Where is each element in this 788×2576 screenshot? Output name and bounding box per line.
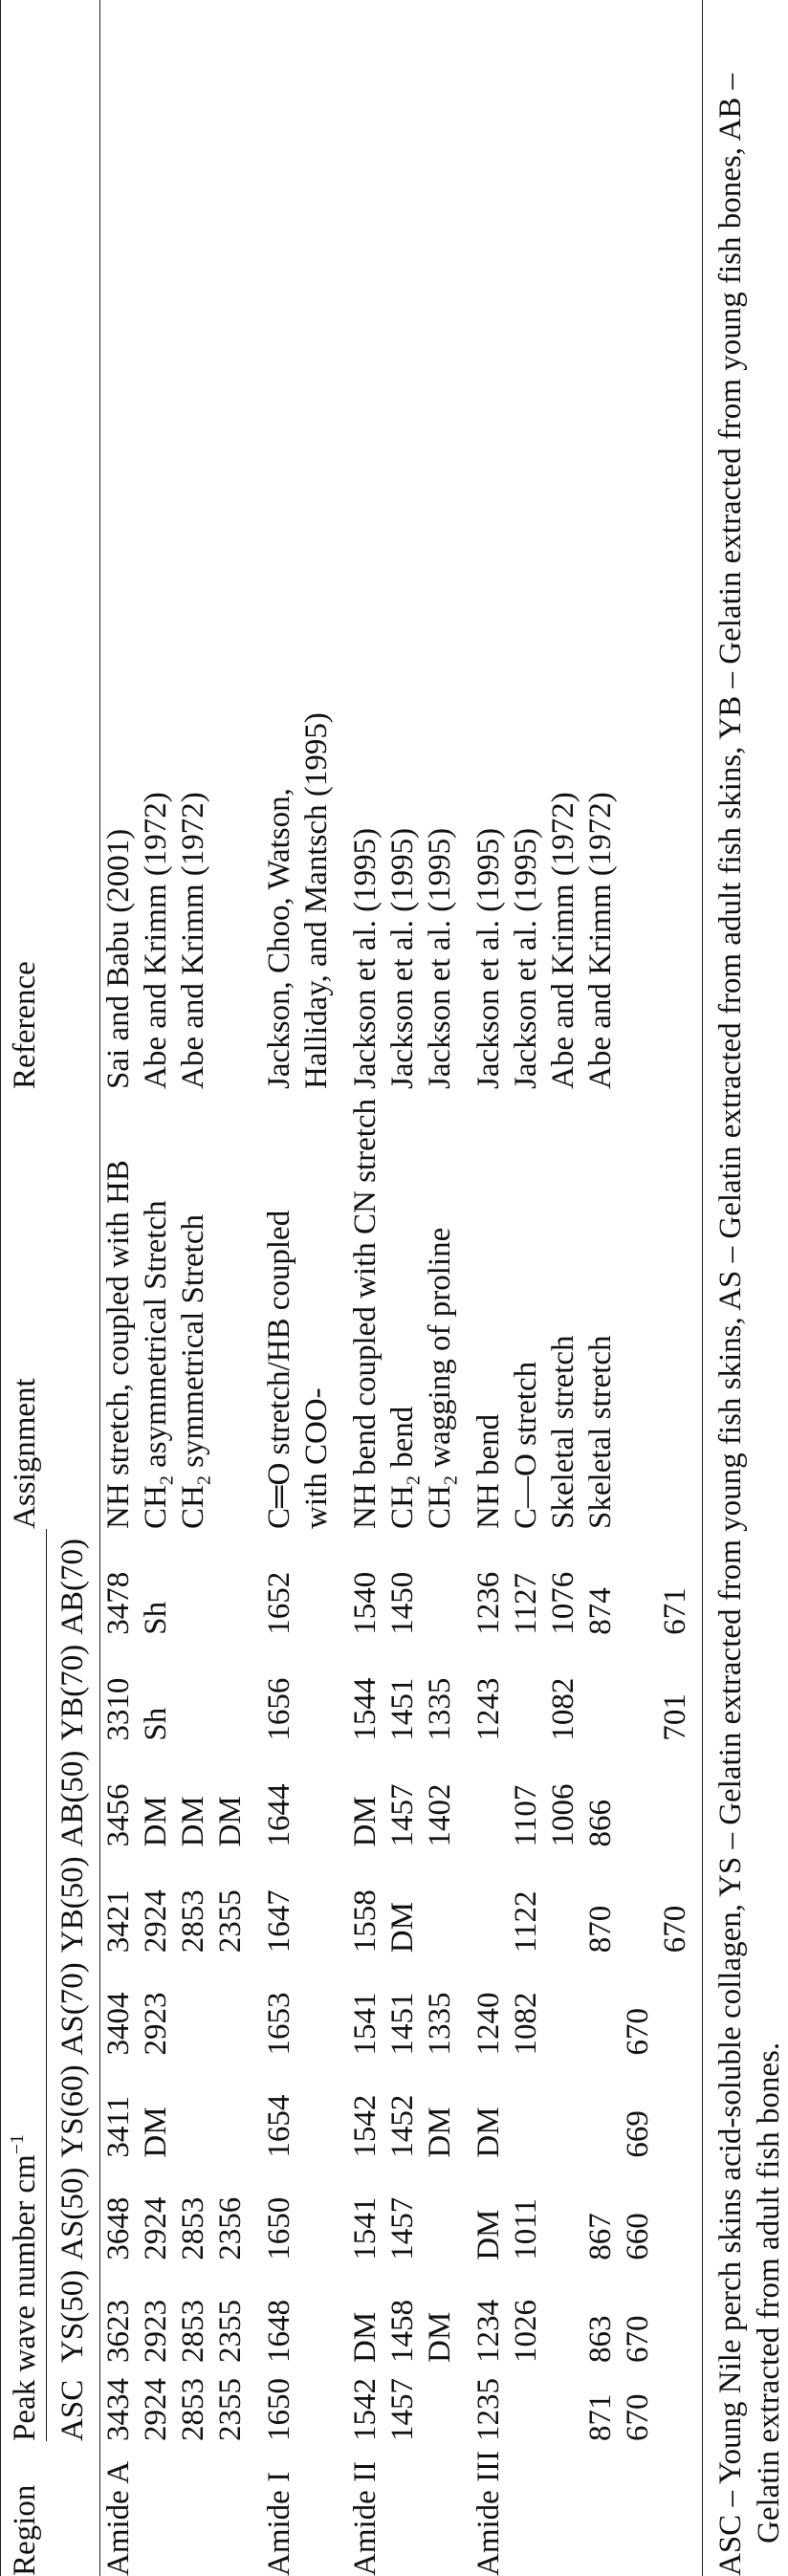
value-cell: 671 xyxy=(658,1587,692,1635)
assignment-cell xyxy=(620,1089,657,1529)
assignment-cell: with COO- xyxy=(299,1387,334,1529)
value-cell: 3310 xyxy=(101,1677,136,1741)
value-cell xyxy=(422,1529,459,1635)
value-cell xyxy=(657,2363,703,2441)
column-header: AS(70) xyxy=(55,1962,90,2056)
value-cell xyxy=(657,2260,703,2363)
value-cell: DM xyxy=(176,1796,210,1847)
value-cell: 1335 xyxy=(423,1992,457,2056)
reference-cell: Jackson et al. (1995) xyxy=(348,827,383,1089)
value-cell: 1457 xyxy=(385,2377,420,2441)
value-cell xyxy=(298,1741,336,1847)
assignment-cell: NH bend coupled with CN stretch xyxy=(348,1098,383,1529)
value-cell: 3478 xyxy=(101,1571,136,1635)
footnote-line-2: Gelatin extracted from adult fish bones. xyxy=(752,2041,786,2543)
column-header: YS(60) xyxy=(55,2064,90,2158)
value-cell: 660 xyxy=(621,2213,655,2260)
value-cell xyxy=(175,1635,212,1741)
value-cell: 670 xyxy=(621,2315,655,2363)
value-cell: 1648 xyxy=(262,2299,296,2363)
value-cell: 867 xyxy=(583,2213,618,2260)
value-cell xyxy=(422,1846,459,1953)
value-cell xyxy=(582,1953,620,2055)
value-cell xyxy=(175,2055,212,2157)
table-row xyxy=(657,0,703,2576)
value-cell: 1542 xyxy=(348,2377,383,2441)
assignment-cell: C—O stretch xyxy=(509,1361,543,1529)
value-cell: 1402 xyxy=(423,1783,457,1847)
reference-cell: Jackson et al. (1995) xyxy=(423,827,457,1089)
value-cell: 1026 xyxy=(509,2299,543,2363)
value-cell xyxy=(298,1846,336,1953)
value-cell: 1457 xyxy=(385,2196,420,2260)
value-cell: 3404 xyxy=(101,1992,136,2056)
value-cell xyxy=(422,2363,459,2441)
value-cell: 1654 xyxy=(262,2094,296,2158)
value-cell: 1235 xyxy=(471,2377,506,2441)
table-body xyxy=(100,0,703,2576)
value-cell: 1011 xyxy=(509,2198,543,2260)
value-cell: 3456 xyxy=(101,1783,136,1847)
column-header: YB(70) xyxy=(55,1644,90,1741)
column-header: AS(50) xyxy=(55,2167,90,2260)
region-cell: Amide II xyxy=(348,2460,383,2576)
value-cell: 2356 xyxy=(213,2196,248,2260)
value-cell xyxy=(545,2055,582,2157)
value-cell: 1236 xyxy=(471,1571,506,1635)
reference-cell: Abe and Krimm (1972) xyxy=(583,792,618,1089)
table-row xyxy=(508,0,545,2576)
value-cell: DM xyxy=(139,2107,173,2158)
value-cell: DM xyxy=(423,2107,457,2158)
region-cell xyxy=(298,2441,336,2576)
region-cell xyxy=(545,2441,582,2576)
value-cell: 670 xyxy=(621,2393,655,2441)
table-row xyxy=(459,0,508,2576)
value-cell xyxy=(459,1741,508,1847)
value-cell: 2923 xyxy=(139,2299,173,2363)
value-cell xyxy=(508,2055,545,2157)
table-footnote xyxy=(711,0,788,2576)
value-cell: 1647 xyxy=(262,1889,296,1954)
value-cell xyxy=(657,2055,703,2157)
reference-cell: Halliday, and Mantsch (1995) xyxy=(299,712,334,1089)
value-cell: 1541 xyxy=(348,2196,383,2260)
value-cell xyxy=(212,1953,250,2055)
region-header: Region xyxy=(8,2484,42,2576)
value-cell: 1544 xyxy=(348,1677,383,1741)
value-cell: 866 xyxy=(583,1799,618,1847)
table-row xyxy=(582,0,620,2576)
region-cell xyxy=(620,2441,657,2576)
value-cell xyxy=(657,2158,703,2260)
value-cell: 3434 xyxy=(101,2377,136,2441)
value-cell xyxy=(212,1635,250,1741)
value-cell xyxy=(508,2363,545,2441)
column-header: AB(50) xyxy=(55,1750,90,1847)
value-cell: 1076 xyxy=(546,1571,580,1635)
value-cell: DM xyxy=(213,1796,248,1847)
region-cell xyxy=(138,2441,175,2576)
table-row xyxy=(250,0,298,2576)
value-cell xyxy=(298,1635,336,1741)
value-cell: DM xyxy=(385,1902,420,1954)
value-cell: 2923 xyxy=(139,1992,173,2056)
value-cell: 1653 xyxy=(262,1992,296,2056)
column-header: AB(70) xyxy=(55,1538,90,1635)
table-row xyxy=(422,0,459,2576)
value-cell: 2355 xyxy=(213,1889,248,1954)
peak-group-header: Peak wave number $cm^{-1}$ xyxy=(1,1529,47,2441)
value-cell: 2853 xyxy=(176,1889,210,1954)
table-row xyxy=(212,0,250,2576)
assignment-cell: $CH_2$ asymmetrical Stretch xyxy=(139,1200,178,1529)
value-cell: 2853 xyxy=(176,2299,210,2363)
reference-cell: Jackson, Choo, Watson, xyxy=(262,788,296,1089)
value-cell: 1644 xyxy=(262,1783,296,1847)
value-cell: 1450 xyxy=(385,1571,420,1635)
value-cell: 669 xyxy=(621,2110,655,2158)
region-cell xyxy=(175,2441,212,2576)
value-cell: 3648 xyxy=(101,2196,136,2260)
value-cell xyxy=(545,2363,582,2441)
region-cell: Amide III xyxy=(471,2450,506,2576)
value-cell: 670 xyxy=(658,1905,692,1954)
value-cell xyxy=(298,2055,336,2157)
region-cell: Amide I xyxy=(262,2471,296,2576)
reference-cell xyxy=(657,0,703,1089)
value-cell: 1458 xyxy=(385,2299,420,2363)
value-cell: 2853 xyxy=(176,2377,210,2441)
value-cell xyxy=(620,1635,657,1741)
region-cell xyxy=(212,2441,250,2576)
reference-cell xyxy=(212,0,250,1089)
column-header: YS(50) xyxy=(55,2269,90,2363)
table-row xyxy=(100,0,139,2576)
assignment-cell xyxy=(212,1089,250,1529)
region-cell xyxy=(657,2441,703,2576)
value-cell xyxy=(298,1529,336,1635)
value-cell: 874 xyxy=(583,1587,618,1635)
value-cell: 871 xyxy=(583,2393,618,2441)
value-cell xyxy=(175,1953,212,2055)
value-cell: 670 xyxy=(621,2007,655,2056)
value-cell: 1540 xyxy=(348,1571,383,1635)
table-row xyxy=(138,0,175,2576)
value-cell xyxy=(545,2260,582,2363)
assignment-cell: C═O stretch/HB coupled xyxy=(262,1210,296,1529)
value-cell: 1650 xyxy=(262,2196,296,2260)
assignment-cell: $CH_2$ symmetrical Stretch xyxy=(176,1214,215,1529)
value-cell: DM xyxy=(348,2311,383,2363)
value-cell: 1652 xyxy=(262,1571,296,1635)
value-cell: 870 xyxy=(583,1905,618,1954)
value-cell: 2924 xyxy=(139,2377,173,2441)
assignment-cell xyxy=(657,1089,703,1529)
region-cell xyxy=(422,2441,459,2576)
value-cell xyxy=(582,2055,620,2157)
value-cell xyxy=(545,1846,582,1953)
reference-header: Reference xyxy=(8,961,42,1089)
value-cell: 3421 xyxy=(101,1889,136,1954)
value-cell: 1451 xyxy=(385,1677,420,1741)
value-cell xyxy=(212,1529,250,1635)
value-cell xyxy=(298,2158,336,2260)
value-cell: 1656 xyxy=(262,1677,296,1741)
value-cell: DM xyxy=(471,2209,506,2260)
value-cell xyxy=(298,1953,336,2055)
table-row xyxy=(545,0,582,2576)
value-cell: 1650 xyxy=(262,2377,296,2441)
header-row-2 xyxy=(47,0,100,2576)
value-cell: 2853 xyxy=(176,2196,210,2260)
value-cell: Sh xyxy=(139,1601,173,1635)
value-cell: 1457 xyxy=(385,1783,420,1847)
value-cell: Sh xyxy=(139,1707,173,1741)
value-cell xyxy=(508,1635,545,1741)
table-row xyxy=(384,0,422,2576)
value-cell: DM xyxy=(348,1796,383,1847)
reference-cell xyxy=(620,0,657,1089)
value-cell: 1335 xyxy=(423,1677,457,1741)
value-cell: DM xyxy=(139,1796,173,1847)
value-cell xyxy=(620,1846,657,1953)
value-cell xyxy=(582,1635,620,1741)
value-cell xyxy=(657,1953,703,2055)
region-cell xyxy=(582,2441,620,2576)
value-cell: 863 xyxy=(583,2315,618,2363)
value-cell: 1127 xyxy=(509,1573,543,1635)
value-cell: 1107 xyxy=(509,1784,543,1847)
value-cell xyxy=(545,2158,582,2260)
assignment-cell: Skeletal stretch xyxy=(583,1335,618,1529)
column-header: ASC xyxy=(55,2379,90,2441)
value-cell xyxy=(212,2055,250,2157)
assignment-cell: $CH_2$ wagging of proline xyxy=(423,1227,462,1529)
region-cell: Amide A xyxy=(101,2460,136,2576)
value-cell xyxy=(545,1953,582,2055)
column-header: YB(50) xyxy=(55,1856,90,1954)
reference-cell: Jackson et al. (1995) xyxy=(509,827,543,1089)
region-cell xyxy=(384,2441,422,2576)
reference-cell: Jackson et al. (1995) xyxy=(471,827,506,1089)
reference-cell: Abe and Krimm (1972) xyxy=(139,792,173,1089)
table-row xyxy=(298,0,336,2576)
value-cell: 2924 xyxy=(139,2196,173,2260)
value-cell xyxy=(620,1529,657,1635)
reference-cell: Sai and Babu (2001) xyxy=(101,828,136,1089)
assignment-header: Assignment xyxy=(8,1378,42,1529)
value-cell: 1122 xyxy=(509,1890,543,1954)
value-cell: 1451 xyxy=(385,1992,420,2056)
value-cell: 2355 xyxy=(213,2377,248,2441)
value-cell: 1240 xyxy=(471,1992,506,2056)
value-cell: 1452 xyxy=(385,2094,420,2158)
assignment-cell: NH bend xyxy=(471,1413,506,1529)
value-cell: 2924 xyxy=(139,1889,173,1954)
table-row xyxy=(336,0,384,2576)
assignment-cell: Skeletal stretch xyxy=(546,1335,580,1529)
header-row-1 xyxy=(1,0,47,2576)
value-cell: 1082 xyxy=(546,1677,580,1741)
table-row xyxy=(175,0,212,2576)
reference-cell: Abe and Krimm (1972) xyxy=(176,792,210,1089)
value-cell xyxy=(657,1741,703,1847)
value-cell xyxy=(298,2363,336,2441)
region-cell xyxy=(508,2441,545,2576)
assignment-cell: NH stretch, coupled with HB xyxy=(101,1160,136,1529)
value-cell: 3623 xyxy=(101,2299,136,2363)
value-cell: 1234 xyxy=(471,2299,506,2363)
value-cell: 3411 xyxy=(101,2095,136,2158)
value-cell: 2355 xyxy=(213,2299,248,2363)
value-cell: 701 xyxy=(658,1693,692,1741)
value-cell xyxy=(620,1741,657,1847)
value-cell: 1541 xyxy=(348,1992,383,2056)
value-cell: DM xyxy=(471,2107,506,2158)
assignment-cell: $CH_2$ bend xyxy=(385,1406,425,1529)
value-cell: DM xyxy=(423,2311,457,2363)
value-cell xyxy=(459,1846,508,1953)
reference-cell: Jackson et al. (1995) xyxy=(385,827,420,1089)
value-cell xyxy=(422,2158,459,2260)
value-cell: 1006 xyxy=(546,1783,580,1847)
value-cell: 1082 xyxy=(509,1992,543,2056)
value-cell: 1243 xyxy=(471,1677,506,1741)
value-cell: 1558 xyxy=(348,1889,383,1954)
reference-cell: Abe and Krimm (1972) xyxy=(546,792,580,1089)
value-cell xyxy=(175,1529,212,1635)
footnote-line-1: ASC – Young Nile perch skins acid-soluble collagen, YS – Gelatin extracted from young fish skins, AS – Gelatin extracted from adult fish skins, YB – Gelatin extracted from young fish bones, AB – xyxy=(713,74,748,2576)
value-cell: 1542 xyxy=(348,2094,383,2158)
table-row xyxy=(620,0,657,2576)
value-cell xyxy=(298,2260,336,2363)
